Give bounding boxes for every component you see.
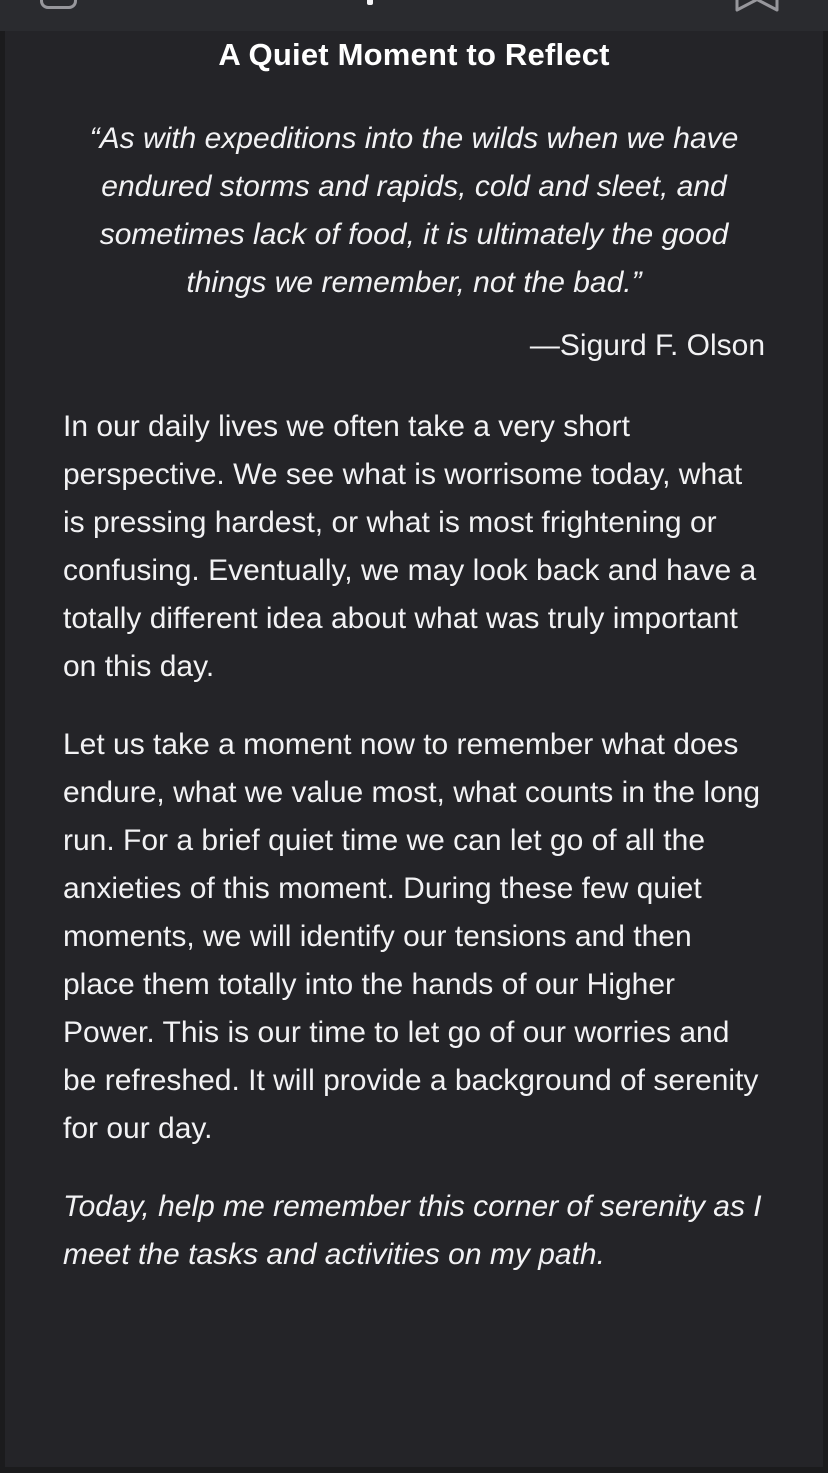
bookmark-icon — [733, 0, 781, 13]
quote-attribution: —Sigurd F. Olson — [529, 329, 765, 362]
reader-icon — [40, 0, 77, 9]
page-title: A Quiet Moment to Reflect — [218, 37, 610, 72]
bookmark-button[interactable] — [727, 0, 787, 31]
nav-title-partial — [367, 0, 373, 5]
closing-affirmation: Today, help me remember this corner of serenity as I meet the tasks and activities on my path. — [63, 1190, 762, 1271]
body-paragraph: Let us take a moment now to remember what does endure, what we value most, what counts in the long run. For a brief quiet time we can let go of all the anxieties of this moment. During these few quiet moments, we will identify our tensions and then place them totally into the hands of our Higher Power. This is our time to let go of our worries and be refreshed. It will provide a background of serenity for our day. — [63, 728, 761, 1145]
reading-page — [5, 31, 823, 1467]
reader-button[interactable] — [34, 0, 84, 31]
body-paragraph: In our daily lives we often take a very short perspective. We see what is worrisome today, what is pressing hardest, or what is most frightening or confusing. Eventually, we may look back and have a totally different idea about what was truly important on this day. — [63, 410, 757, 683]
quote-text: “As with expeditions into the wilds when we have endured storms and rapids, cold and sleet, and sometimes lack of food, it is ultimately the good things we remember, not the bad.” — [89, 122, 739, 299]
nav-bar — [0, 0, 828, 31]
